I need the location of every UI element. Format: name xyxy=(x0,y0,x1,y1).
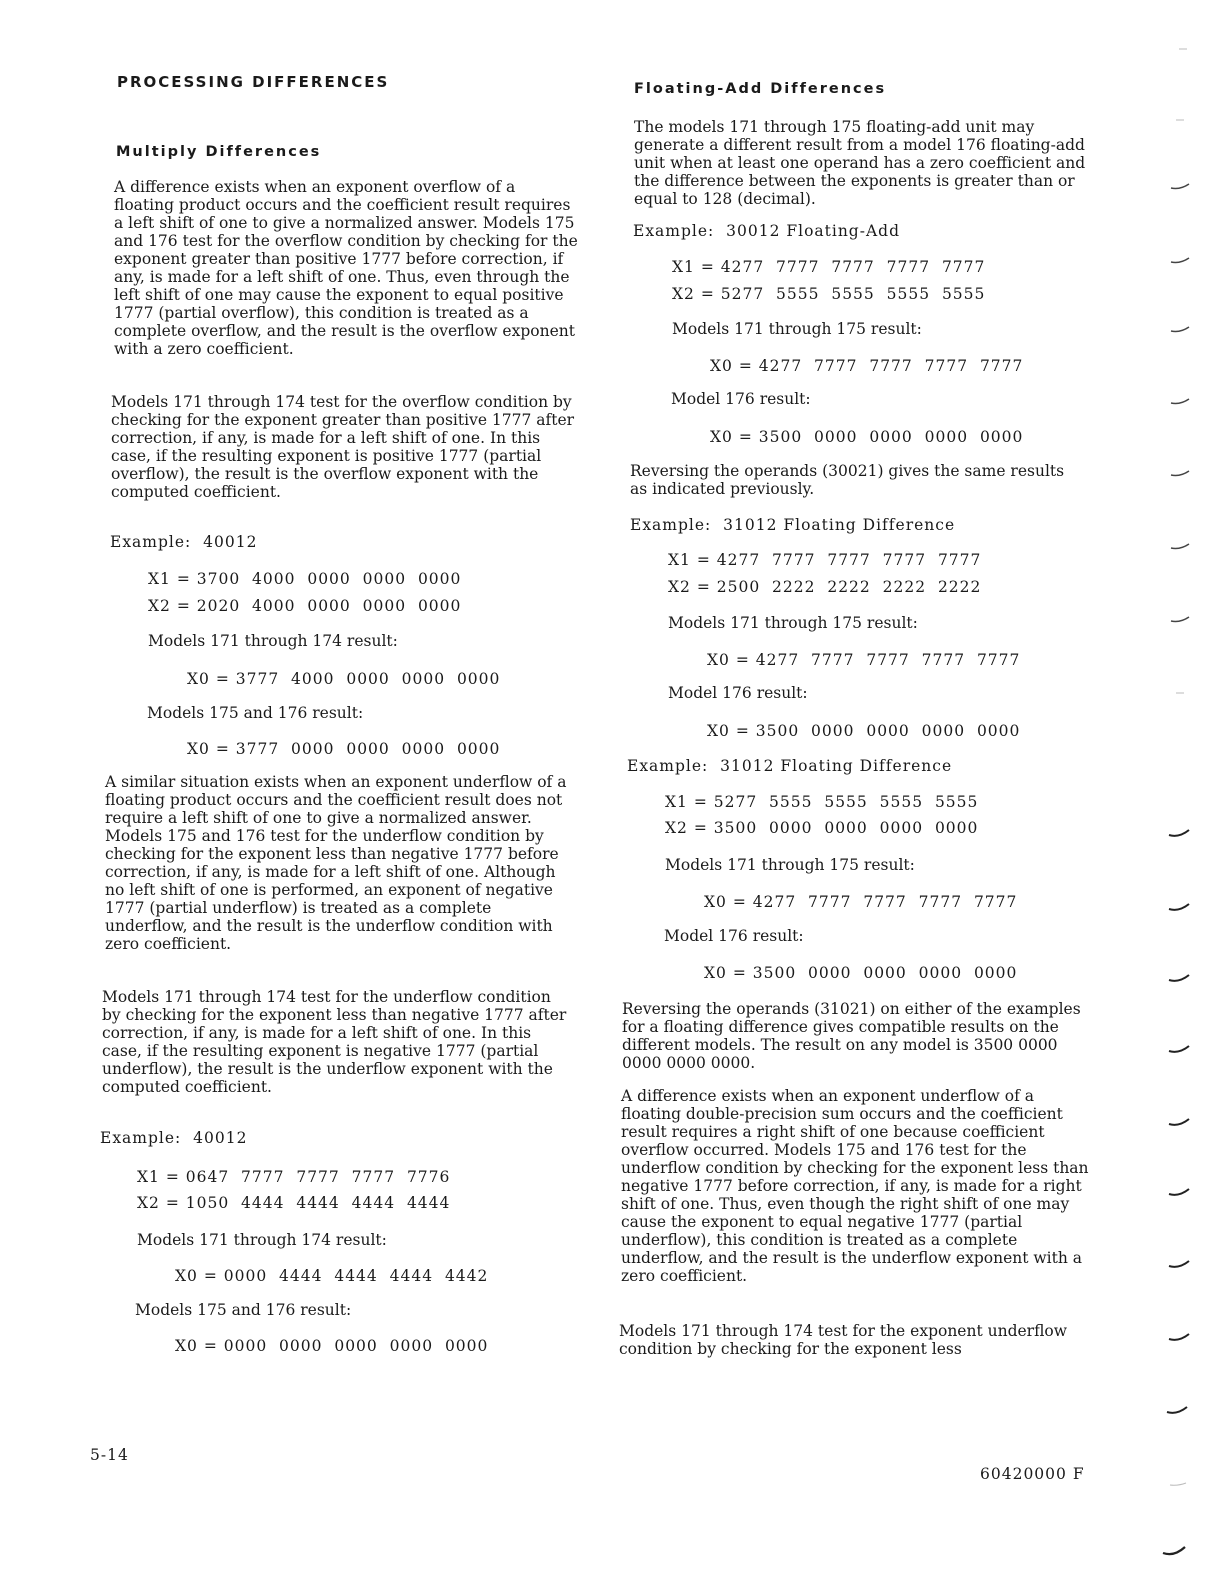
operand-x2: X2 = 5277 5555 5555 5555 5555 xyxy=(672,285,986,303)
binding-mark xyxy=(1175,45,1195,53)
binding-mark xyxy=(1168,1188,1188,1196)
floating-add-paragraph-1: The models 171 through 175 floating-add unit may generate a different result from a model 176 floating-add unit when at least one operand has a zero coefficient and the difference between the exponents is greater than or equal to 128 (decimal). xyxy=(634,118,1086,208)
example-label: Example: 31012 Floating Difference xyxy=(630,516,956,534)
operand-x2: X2 = 1050 4444 4444 4444 4444 xyxy=(137,1194,451,1212)
operand-x1: X1 = 3700 4000 0000 0000 0000 xyxy=(148,570,462,588)
operand-x1: X1 = 4277 7777 7777 7777 7777 xyxy=(672,258,986,276)
binding-mark xyxy=(1170,543,1190,551)
binding-mark xyxy=(1168,829,1188,837)
binding-mark xyxy=(1172,689,1192,697)
binding-mark xyxy=(1170,398,1190,406)
result-value: X0 = 3500 0000 0000 0000 0000 xyxy=(710,428,1024,446)
result-label: Model 176 result: xyxy=(671,390,811,408)
binding-mark xyxy=(1168,1045,1188,1053)
example-label: Example: 30012 Floating-Add xyxy=(633,222,901,240)
result-value: X0 = 0000 0000 0000 0000 0000 xyxy=(175,1337,489,1355)
binding-mark xyxy=(1170,183,1190,191)
operand-x1: X1 = 0647 7777 7777 7777 7776 xyxy=(137,1168,451,1186)
binding-mark xyxy=(1168,903,1188,911)
section-title: PROCESSING DIFFERENCES xyxy=(117,73,390,91)
floating-add-heading: Floating-Add Differences xyxy=(634,81,887,97)
floating-add-paragraph-5: Models 171 through 174 test for the exponent underflow condition by checking for the exponent less xyxy=(619,1322,1068,1358)
result-label: Models 171 through 174 result: xyxy=(148,632,398,650)
binding-mark xyxy=(1162,1546,1182,1554)
binding-mark xyxy=(1170,326,1190,334)
operand-x2: X2 = 2020 4000 0000 0000 0000 xyxy=(148,597,462,615)
page-number: 5-14 xyxy=(90,1446,129,1464)
result-label: Models 171 through 175 result: xyxy=(672,320,922,338)
floating-add-paragraph-4: A difference exists when an exponent underflow of a floating double-precision sum occurs and the coefficient result requires a right shift of one because coefficient overflow occurred. Models 175 and 176 test for the underflow condition by checking for the exponent less than negative 1777 before correction, if any, is made for a right shift of one. Thus, even though the right shift of one may cause the exponent to equal negative 1777 (partial underflow), this condition is treated as a complete underflow, and the result is the underflow exponent with a zero coefficient. xyxy=(621,1087,1089,1285)
operand-x1: X1 = 4277 7777 7777 7777 7777 xyxy=(668,551,982,569)
binding-mark xyxy=(1168,1118,1188,1126)
result-value: X0 = 3500 0000 0000 0000 0000 xyxy=(704,964,1018,982)
result-value: X0 = 4277 7777 7777 7777 7777 xyxy=(707,651,1021,669)
result-label: Model 176 result: xyxy=(668,684,808,702)
multiply-paragraph-4: Models 171 through 174 test for the underflow condition by checking for the exponent less than negative 1777 after correction, if any, is made for a left shift of one. In this case, if the resulting exponent is negative 1777 (partial underflow), the result is the underflow exponent with the computed coefficient. xyxy=(102,988,567,1096)
result-label: Model 176 result: xyxy=(664,927,804,945)
binding-mark xyxy=(1168,974,1188,982)
result-value: X0 = 4277 7777 7777 7777 7777 xyxy=(704,893,1018,911)
multiply-paragraph-2: Models 171 through 174 test for the overflow condition by checking for the exponent greater than positive 1777 after correction, if any, is made for a left shift of one. In this case, if the resulting exponent is positive 1777 (partial overflow), the result is the overflow exponent with the computed coefficient. xyxy=(111,393,575,501)
result-value: X0 = 3777 0000 0000 0000 0000 xyxy=(187,740,501,758)
floating-add-paragraph-3: Reversing the operands (31021) on either of the examples for a floating difference gives compatible results on the different models. The result on any model is 3500 0000 0000 0000 0000. xyxy=(622,1000,1081,1072)
binding-mark xyxy=(1172,116,1192,124)
floating-add-paragraph-2: Reversing the operands (30021) gives the same results as indicated previously. xyxy=(630,462,1065,498)
result-label: Models 175 and 176 result: xyxy=(135,1301,352,1319)
multiply-paragraph-1: A difference exists when an exponent overflow of a floating product occurs and the coefficient result requires a left shift of one to give a normalized answer. Models 175 and 176 test for the overflow condition by checking for the exponent greater than positive 1777 before correction, if any, is made for a left shift of one. Thus, even through the left shift of one may cause the exponent to equal positive 1777 (partial overflow), this condition is treated as a complete overflow, and the result is the overflow exponent with a zero coefficient. xyxy=(114,178,578,358)
result-value: X0 = 4277 7777 7777 7777 7777 xyxy=(710,357,1024,375)
example-label: Example: 40012 xyxy=(100,1129,248,1147)
operand-x2: X2 = 2500 2222 2222 2222 2222 xyxy=(668,578,982,596)
binding-mark xyxy=(1168,1333,1188,1341)
binding-mark xyxy=(1166,1406,1186,1414)
multiply-differences-heading: Multiply Differences xyxy=(116,144,322,160)
document-number: 60420000 F xyxy=(980,1465,1085,1483)
example-label: Example: 31012 Floating Difference xyxy=(627,757,953,775)
result-label: Models 175 and 176 result: xyxy=(147,704,364,722)
operand-x1: X1 = 5277 5555 5555 5555 5555 xyxy=(665,793,979,811)
result-value: X0 = 3500 0000 0000 0000 0000 xyxy=(707,722,1021,740)
binding-mark xyxy=(1168,1480,1188,1488)
result-label: Models 171 through 175 result: xyxy=(668,614,918,632)
binding-mark xyxy=(1170,616,1190,624)
result-label: Models 171 through 174 result: xyxy=(137,1231,387,1249)
binding-mark xyxy=(1170,257,1190,265)
result-label: Models 171 through 175 result: xyxy=(665,856,915,874)
result-value: X0 = 3777 4000 0000 0000 0000 xyxy=(187,670,501,688)
binding-mark xyxy=(1170,470,1190,478)
binding-mark xyxy=(1168,1260,1188,1268)
result-value: X0 = 0000 4444 4444 4444 4442 xyxy=(175,1267,489,1285)
operand-x2: X2 = 3500 0000 0000 0000 0000 xyxy=(665,819,979,837)
multiply-paragraph-3: A similar situation exists when an exponent underflow of a floating product occurs and the coefficient result does not require a left shift of one to give a normalized answer. Models 175 and 176 test for the underflow condition by checking for the exponent less than negative 1777 before correction, if any, is made for a left shift of one. Although no left shift of one is performed, an exponent of negative 1777 (partial underflow) is treated as a complete underflow, and the result is the underflow condition with zero coefficient. xyxy=(105,773,567,953)
example-label: Example: 40012 xyxy=(110,533,258,551)
